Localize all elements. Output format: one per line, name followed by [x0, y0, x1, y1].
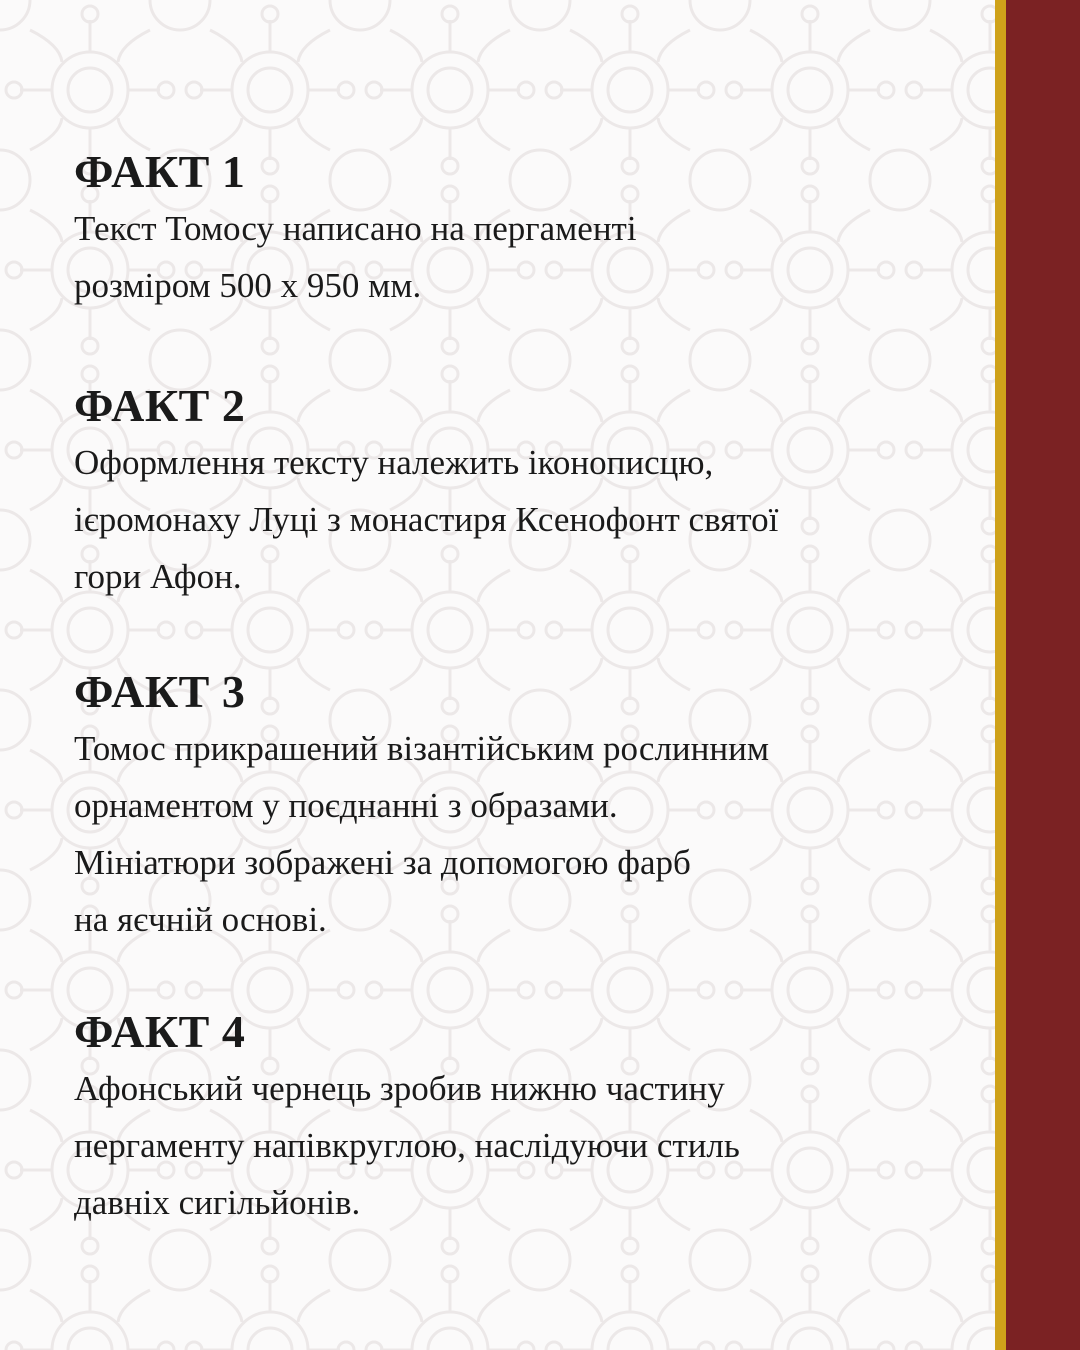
- fact-text-line: гори Афон.: [74, 557, 242, 596]
- fact-text-line: Мініатюри зображені за допомогою фарб: [74, 843, 691, 882]
- fact-text-line: розміром 500 х 950 мм.: [74, 266, 422, 305]
- fact-block-4: [74, 1006, 954, 1231]
- fact-text-line: орнаментом у поєднанні з образами.: [74, 786, 618, 825]
- fact-block-3: [74, 666, 954, 948]
- fact-text-line: Афонський чернець зробив нижню частину: [74, 1069, 725, 1108]
- gold-stripe: [995, 0, 1006, 1350]
- fact-text-line: ієромонаху Луці з монастиря Ксенофонт святої: [74, 500, 779, 539]
- fact-text-line: Текст Томосу написано на пергаменті: [74, 209, 637, 248]
- red-side-band: [1006, 0, 1080, 1350]
- fact-text: [74, 434, 954, 605]
- fact-title: ФАКТ 4: [74, 1006, 246, 1057]
- fact-block-1: [74, 146, 954, 314]
- fact-block-2: [74, 380, 954, 605]
- fact-text-line: Оформлення тексту належить іконописцю,: [74, 443, 714, 482]
- fact-text-line: пергаменту напівкруглою, наслідуючи стиль: [74, 1126, 740, 1165]
- fact-text: [74, 200, 954, 314]
- fact-text: [74, 1060, 954, 1231]
- fact-title: ФАКТ 3: [74, 666, 246, 717]
- fact-text-line: на яєчній основі.: [74, 900, 327, 939]
- fact-text-line: Томос прикрашений візантійським рослинним: [74, 729, 769, 768]
- fact-title: ФАКТ 2: [74, 380, 246, 431]
- fact-title: ФАКТ 1: [74, 146, 246, 197]
- fact-text: [74, 720, 954, 948]
- fact-text-line: давніх сигільйонів.: [74, 1183, 361, 1222]
